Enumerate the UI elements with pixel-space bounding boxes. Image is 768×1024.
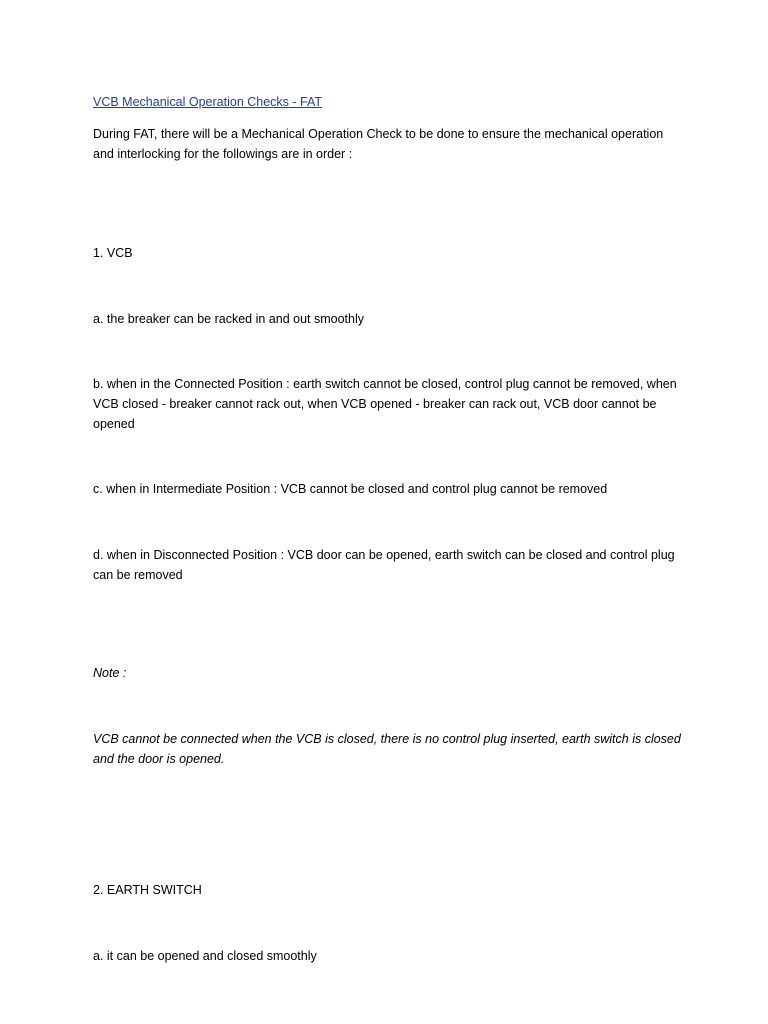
section-heading-vcb: 1. VCB — [93, 246, 133, 260]
intro-paragraph: During FAT, there will be a Mechanical Operation Check to be done to ensure the mechanical operation and interlocking for the followings are in order : — [93, 127, 664, 161]
vcb-item-d: d. when in Disconnected Position : VCB door can be opened, earth switch can be closed and control plug can be removed — [93, 548, 675, 582]
earth-switch-item-a: a. it can be opened and closed smoothly — [93, 949, 317, 963]
note-text: VCB cannot be connected when the VCB is closed, there is no control plug inserted, earth switch is closed and the door is opened. — [93, 732, 681, 766]
vcb-item-c: c. when in Intermediate Position : VCB cannot be closed and control plug cannot be removed — [93, 482, 608, 496]
vcb-item-a: a. the breaker can be racked in and out smoothly — [93, 312, 364, 326]
section-heading-earth-switch: 2. EARTH SWITCH — [93, 883, 202, 897]
document-title-link[interactable]: VCB Mechanical Operation Checks - FAT — [93, 95, 323, 109]
note-label: Note : — [93, 666, 127, 680]
vcb-item-b: b. when in the Connected Position : earth switch cannot be closed, control plug cannot be removed, when VCB closed - breaker cannot rack out, when VCB opened - breaker can rack out, VCB door cannot be opened — [93, 377, 677, 431]
